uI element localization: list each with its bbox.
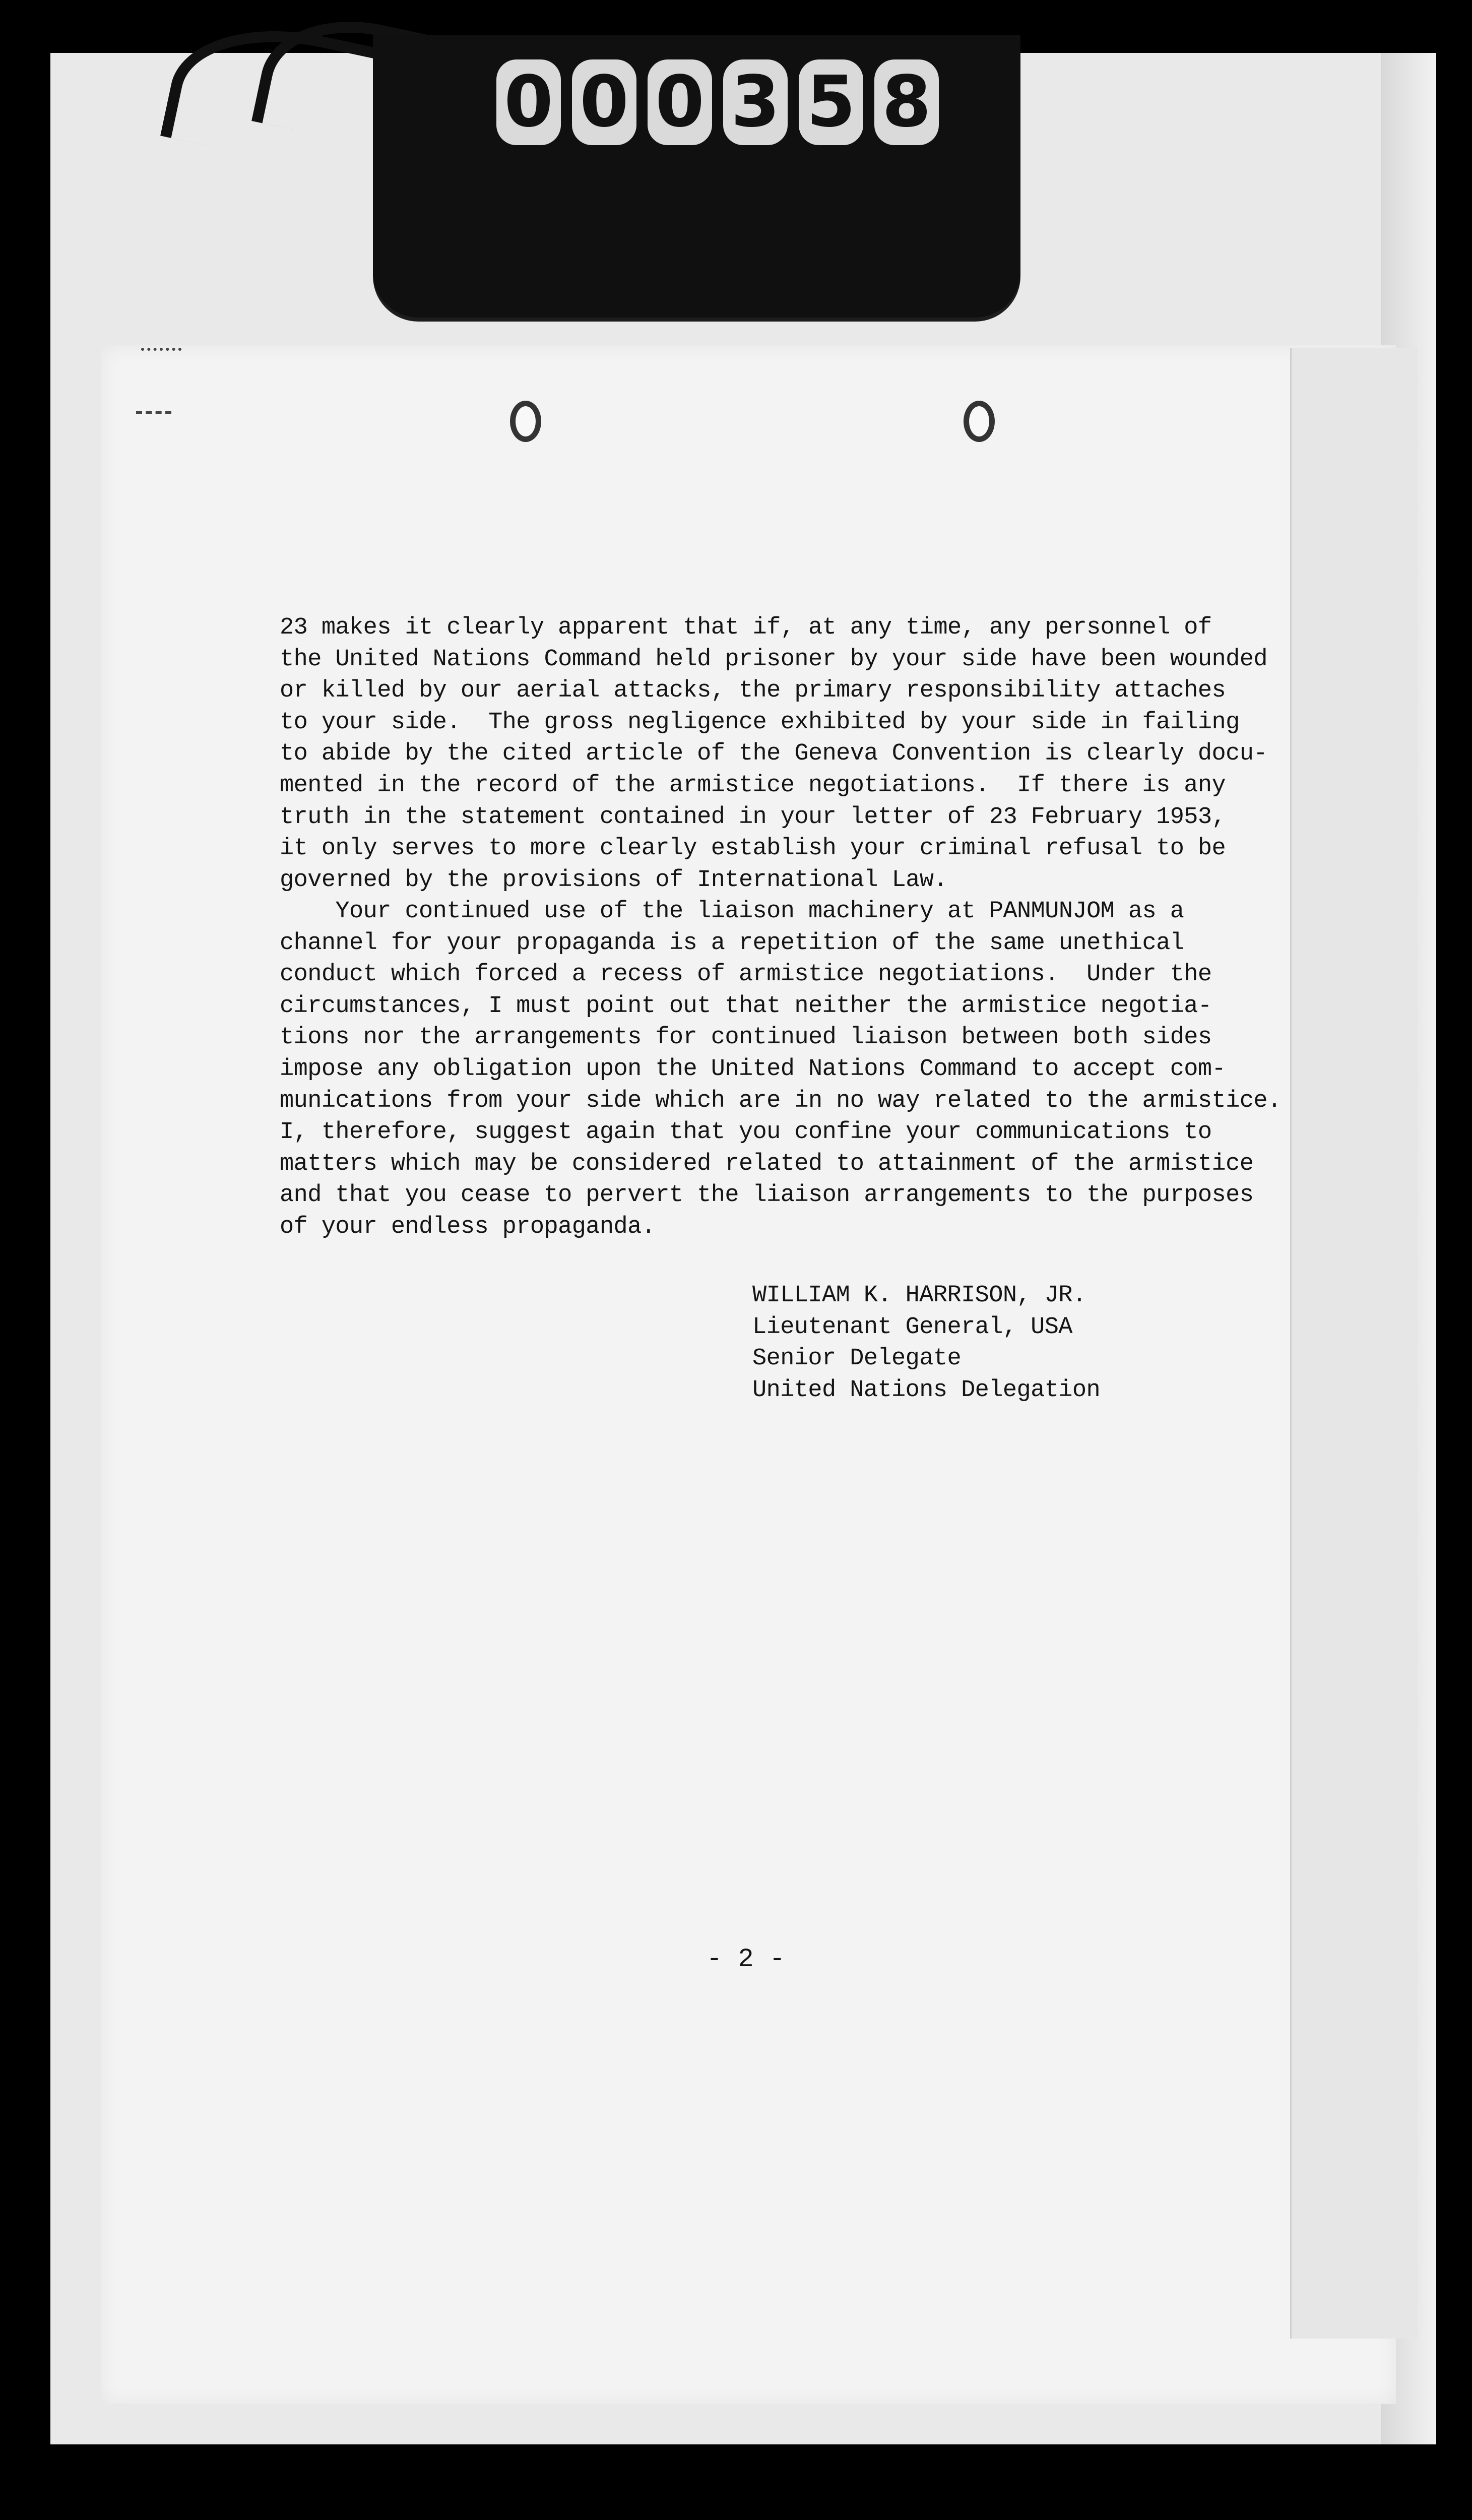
signatory-rank: Lieutenant General, USA xyxy=(752,1313,1072,1341)
counter-digit: 0 xyxy=(496,59,561,145)
signatory-name: WILLIAM K. HARRISON, JR. xyxy=(752,1282,1086,1309)
page-number: - 2 - xyxy=(706,1944,786,1974)
letter-paragraph-1: 23 makes it clearly apparent that if, at any time, any personnel of the United Nations Command held prisoner by your side have been wounded or killed by our aerial attacks, the primary responsibility attaches to your side. The gross negligence exhibited by your side in failing to abide by the cited article of the Geneva Convention is clearly docu- mented in the record of the armistice negotiations. If there is any truth in the statement contained in your letter of 23 February 1953, it only serves to more clearly establish your criminal refusal to be governed by the provisions of International Law. xyxy=(280,614,1267,894)
counter-digit: 0 xyxy=(648,59,712,145)
counter-digit: 8 xyxy=(874,59,939,145)
signatory-role: Senior Delegate xyxy=(752,1345,962,1372)
counter-digit: 3 xyxy=(723,59,788,145)
corner-mark xyxy=(136,411,171,423)
punch-hole-icon xyxy=(964,401,995,442)
counter-digit: 0 xyxy=(572,59,636,145)
signature-block xyxy=(752,1280,1100,1406)
letter-paragraph-2: Your continued use of the liaison machinery at PANMUNJOM as a channel for your propaganda is a repetition of the same unethical conduct which forced a recess of armistice negotiations. Under the circumstances, I must point out that neither the armistice negotia- tions nor the arrangements for continued liaison between both sides impose any obligation upon the United Nations Command to accept com- munications from your side which are in no way related to the armistice. I, therefore, suggest again that you confine your communications to matters which may be considered related to attainment of the armistice and that you cease to pervert the liaison arrangements to the purposes of your endless propaganda. xyxy=(280,898,1282,1240)
counter-digit: 5 xyxy=(799,59,863,145)
corner-mark xyxy=(141,348,181,360)
frame-counter xyxy=(496,59,939,145)
punch-hole-icon xyxy=(510,401,541,442)
signatory-organization: United Nations Delegation xyxy=(752,1376,1101,1404)
page-fold-edge xyxy=(1290,348,1418,2339)
